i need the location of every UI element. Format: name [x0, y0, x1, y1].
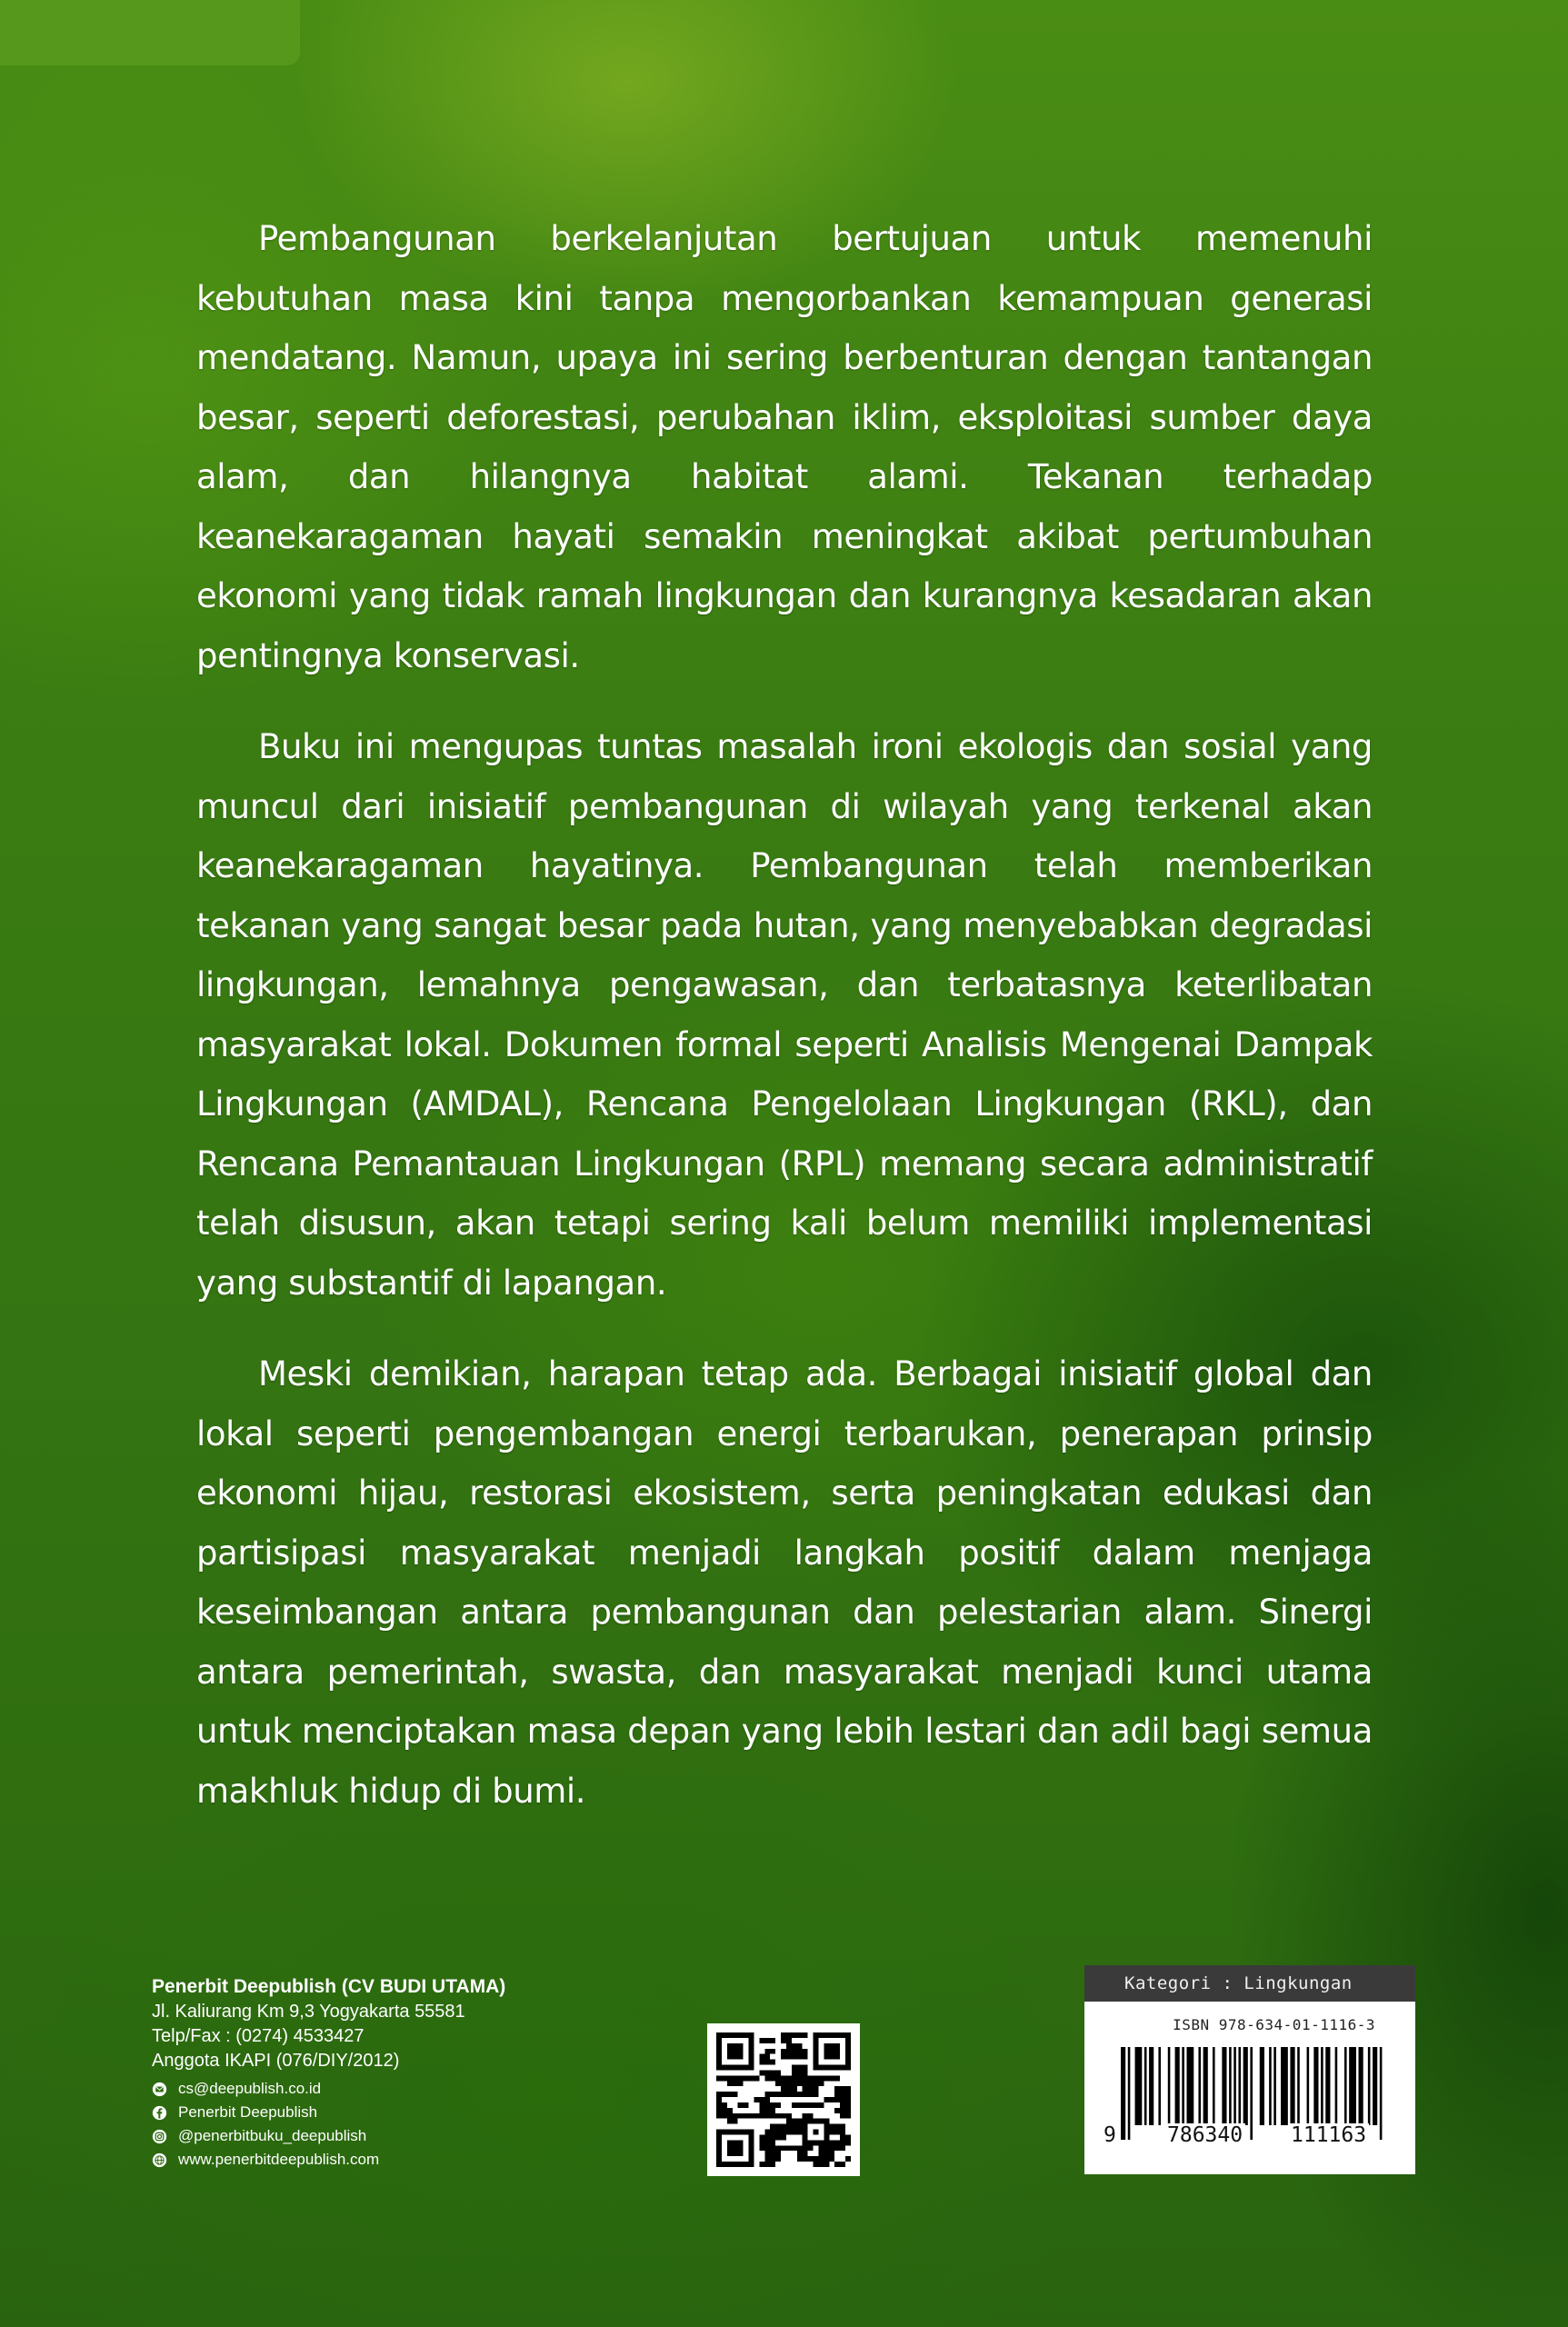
- contact-instagram-text: @penerbitbuku_deepublish: [178, 2127, 367, 2144]
- barcode-digits-left: 786340: [1164, 2123, 1245, 2147]
- barcode-digit-first: 9: [1101, 2123, 1119, 2147]
- contact-instagram[interactable]: [152, 2124, 624, 2148]
- email-icon: [152, 2082, 167, 2097]
- description-paragraph-1: Pembangunan berkelanjutan bertujuan untuk memenuhi kebutuhan masa kini tanpa mengorbankan kemampuan generasi mendatang. Namun, upaya ini sering berbenturan dengan tantangan besar, seperti deforestasi, perubahan iklim, eksploitasi sumber daya alam, dan hilangnya habitat alami. Tekanan terhadap keanekaragaman hayati semakin meningkat akibat pertumbuhan ekonomi yang tidak ramah lingkungan dan kurangnya kesadaran akan pentingnya konservasi.: [196, 219, 1373, 675]
- back-cover-description: [196, 209, 1373, 1853]
- contact-website-text: www.penerbitdeepublish.com: [178, 2151, 380, 2168]
- contact-email-text: cs@deepublish.co.id: [178, 2080, 322, 2097]
- qr-code[interactable]: [707, 2023, 860, 2176]
- publisher-info: [152, 1974, 624, 2172]
- description-paragraph-2: Buku ini mengupas tuntas masalah ironi ekologis dan sosial yang muncul dari inisiatif pembangunan di wilayah yang terkenal akan keanekaragaman hayatinya. Pembangunan telah memberikan tekanan yang sangat besar pada hutan, yang menyebabkan degradasi lingkungan, lemahnya pengawasan, dan terbatasnya keterlibatan masyarakat lokal. Dokumen formal seperti Analisis Mengenai Dampak Lingkungan (AMDAL), Rencana Pengelolaan Lingkungan (RKL), dan Rencana Pemantauan Lingkungan (RPL) memang secara administratif telah disusun, akan tetapi sering kali belum memiliki implementasi yang substantif di lapangan.: [196, 727, 1373, 1303]
- description-paragraph-3: Meski demikian, harapan tetap ada. Berbagai inisiatif global dan lokal seperti pengembangan energi terbarukan, penerapan prinsip ekonomi hijau, restorasi ekosistem, serta peningkatan edukasi dan partisipasi masyarakat menjadi langkah positif dalam menjaga keseimbangan antara pembangunan dan pelestarian alam. Sinergi antara pemerintah, swasta, dan masyarakat menjadi kunci utama untuk menciptakan masa depan yang lebih lestari dan adil bagi semua makhluk hidup di bumi.: [196, 1354, 1373, 1811]
- kategori-label: Kategori : Lingkungan: [1084, 1965, 1415, 2002]
- contact-website[interactable]: [152, 2148, 624, 2172]
- contact-email[interactable]: [152, 2077, 624, 2101]
- publisher-member: Anggota IKAPI (076/DIY/2012): [152, 2051, 400, 2071]
- contact-facebook[interactable]: [152, 2101, 624, 2124]
- qr-code-graphic: [716, 2032, 851, 2167]
- publisher-name: Penerbit Deepublish (CV BUDI UTAMA): [152, 1976, 506, 1997]
- isbn-text: ISBN 978-634-01-1116-3: [1173, 2016, 1375, 2033]
- contact-facebook-text: Penerbit Deepublish: [178, 2103, 318, 2121]
- facebook-icon: [152, 2105, 167, 2121]
- corner-tab: [0, 0, 300, 65]
- barcode-digits-right: 111163: [1288, 2123, 1369, 2147]
- instagram-icon: [152, 2129, 167, 2144]
- isbn-barcode-block: [1084, 1965, 1415, 2174]
- publisher-phone: Telp/Fax : (0274) 4533427: [152, 2026, 365, 2046]
- barcode-box: [1084, 2002, 1415, 2174]
- globe-icon: [152, 2152, 167, 2168]
- publisher-address: Jl. Kaliurang Km 9,3 Yogyakarta 55581: [152, 2002, 465, 2022]
